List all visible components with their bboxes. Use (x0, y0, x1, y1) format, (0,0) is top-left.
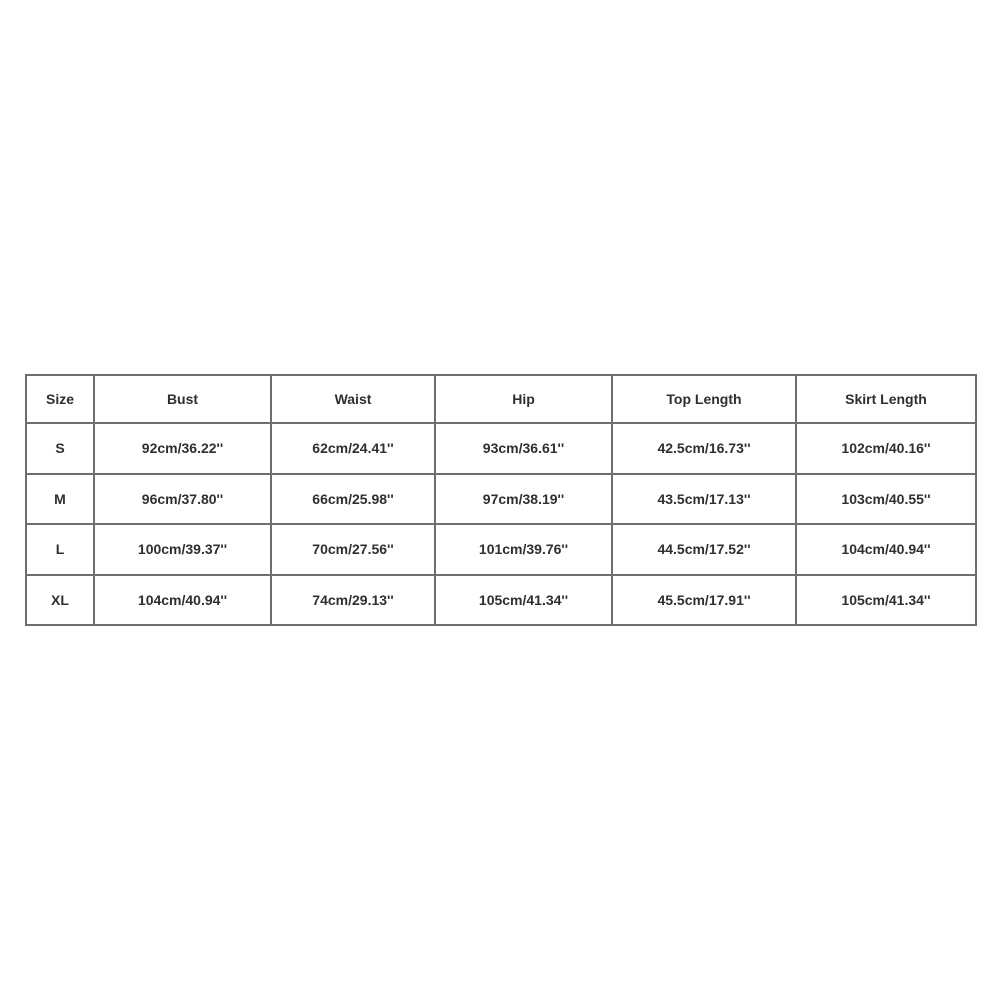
cell-bust: 100cm/39.37'' (94, 524, 271, 575)
cell-waist: 74cm/29.13'' (271, 575, 435, 626)
size-chart-table (25, 374, 977, 626)
cell-bust: 92cm/36.22'' (94, 423, 271, 474)
cell-size: M (26, 474, 94, 525)
table-row (26, 474, 976, 525)
cell-size: L (26, 524, 94, 575)
cell-top-length: 45.5cm/17.91'' (612, 575, 796, 626)
cell-waist: 66cm/25.98'' (271, 474, 435, 525)
cell-skirt-length: 105cm/41.34'' (796, 575, 976, 626)
header-bust: Bust (94, 375, 271, 423)
cell-bust: 96cm/37.80'' (94, 474, 271, 525)
cell-top-length: 43.5cm/17.13'' (612, 474, 796, 525)
cell-hip: 101cm/39.76'' (435, 524, 612, 575)
cell-hip: 97cm/38.19'' (435, 474, 612, 525)
table-row (26, 575, 976, 626)
table-row (26, 423, 976, 474)
cell-skirt-length: 104cm/40.94'' (796, 524, 976, 575)
table-row (26, 524, 976, 575)
cell-skirt-length: 102cm/40.16'' (796, 423, 976, 474)
header-waist: Waist (271, 375, 435, 423)
header-size: Size (26, 375, 94, 423)
cell-size: XL (26, 575, 94, 626)
cell-waist: 70cm/27.56'' (271, 524, 435, 575)
cell-skirt-length: 103cm/40.55'' (796, 474, 976, 525)
cell-bust: 104cm/40.94'' (94, 575, 271, 626)
header-top-length: Top Length (612, 375, 796, 423)
cell-waist: 62cm/24.41'' (271, 423, 435, 474)
cell-top-length: 44.5cm/17.52'' (612, 524, 796, 575)
table-header-row (26, 375, 976, 423)
header-skirt-length: Skirt Length (796, 375, 976, 423)
cell-top-length: 42.5cm/16.73'' (612, 423, 796, 474)
header-hip: Hip (435, 375, 612, 423)
cell-size: S (26, 423, 94, 474)
cell-hip: 93cm/36.61'' (435, 423, 612, 474)
cell-hip: 105cm/41.34'' (435, 575, 612, 626)
